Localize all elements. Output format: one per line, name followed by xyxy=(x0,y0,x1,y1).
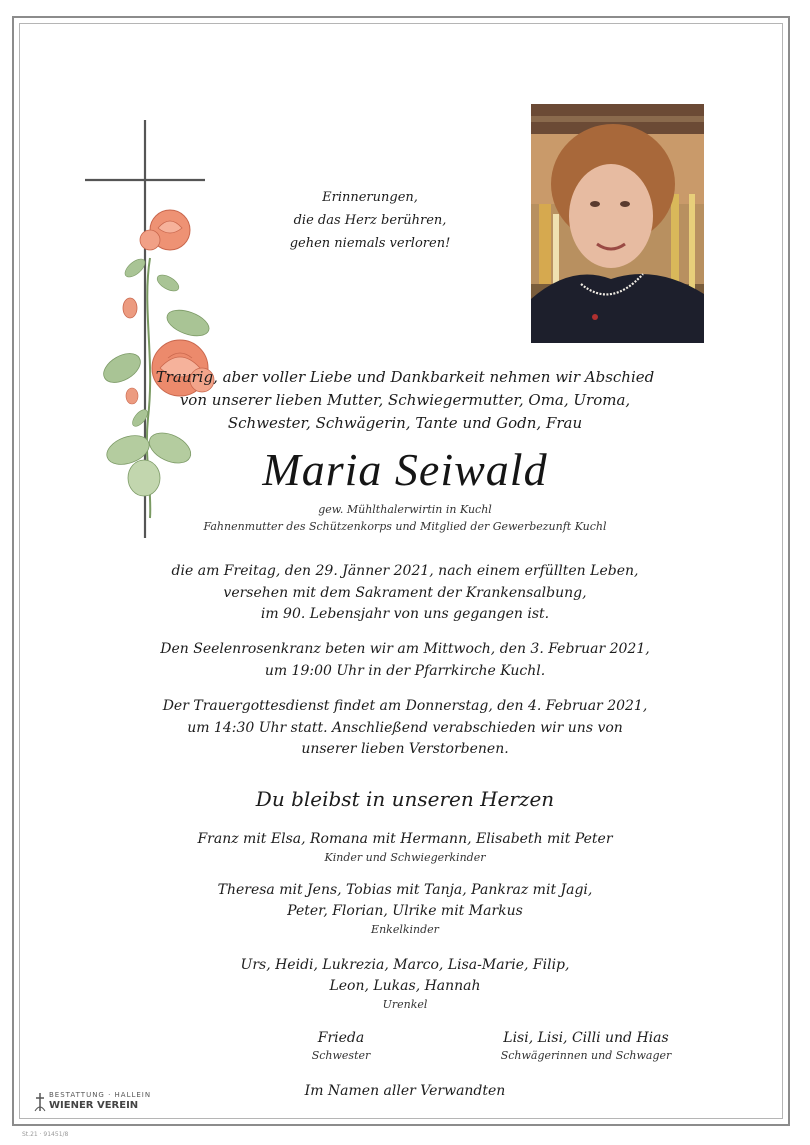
mourner-relation: Schwägerinnen und Schwager xyxy=(500,1049,672,1062)
mourner-group-great-grandchildren xyxy=(0,955,810,1013)
mourner-relation: Schwester xyxy=(311,1049,371,1062)
mourner-names: Theresa mit Jens, Tobias mit Tanja, Pankraz mit Jagi, xyxy=(217,882,593,898)
subtitle-line: Fahnenmutter des Schützenkorps und Mitglied der Gewerbezunft Kuchl xyxy=(203,520,607,533)
quote-line: gehen niemals verloren! xyxy=(289,236,451,251)
mourner-column-sister xyxy=(241,1029,441,1064)
quote-line: die das Herz berühren, xyxy=(293,213,447,228)
mourner-names: Peter, Florian, Ulrike mit Markus xyxy=(287,903,523,919)
mourner-column-in-laws xyxy=(486,1029,686,1064)
death-paragraph xyxy=(0,561,810,626)
intro-line: Schwester, Schwägerin, Tante und Godn, Frau xyxy=(227,414,583,432)
mourner-names: Urs, Heidi, Lukrezia, Marco, Lisa-Marie, Filip, xyxy=(240,957,570,973)
logo-tagline: BESTATTUNG · HALLEIN xyxy=(49,1091,152,1099)
quote-line: Erinnerungen, xyxy=(322,190,418,205)
mourner-relation: Urenkel xyxy=(382,998,428,1011)
deceased-name: Maria Seiwald xyxy=(262,444,548,495)
paragraph-line: unserer lieben Verstorbenen. xyxy=(301,741,509,757)
mourner-group-grandchildren xyxy=(0,880,810,938)
rosary-paragraph xyxy=(0,639,810,682)
logo-name: WIENER VEREIN xyxy=(49,1100,139,1111)
mourner-names: Franz mit Elsa, Romana mit Hermann, Elisabeth mit Peter xyxy=(197,831,613,847)
announcement-intro xyxy=(0,366,810,435)
mourner-group-children xyxy=(0,829,810,866)
paragraph-line: um 19:00 Uhr in der Pfarrkirche Kuchl. xyxy=(264,662,546,679)
paragraph-line: im 90. Lebensjahr von uns gegangen ist. xyxy=(260,606,550,622)
paragraph-line: die am Freitag, den 29. Jänner 2021, nach einem erfüllten Leben, xyxy=(171,563,639,579)
funeral-paragraph xyxy=(0,696,810,761)
logo-mark-icon xyxy=(34,1092,46,1112)
funeral-home-logo xyxy=(34,1091,174,1115)
mourner-names: Frieda xyxy=(317,1030,365,1046)
motto: Du bleibst in unseren Herzen xyxy=(255,787,555,811)
mourner-names: Lisi, Lisi, Cilli und Hias xyxy=(503,1030,669,1046)
scan-code: St.21 · 91451/8 xyxy=(22,1131,69,1138)
paragraph-line: versehen mit dem Sakrament der Krankensalbung, xyxy=(223,584,587,601)
mourner-names: Leon, Lukas, Hannah xyxy=(329,978,481,994)
mourner-relation: Kinder und Schwiegerkinder xyxy=(324,851,486,864)
deceased-subtitle xyxy=(0,501,810,535)
portrait-photo xyxy=(531,104,704,343)
paragraph-line: Den Seelenrosenkranz beten wir am Mittwoch, den 3. Februar 2021, xyxy=(160,641,650,657)
intro-line: Traurig, aber voller Liebe und Dankbarkeit nehmen wir Abschied xyxy=(155,368,655,386)
subtitle-line: gew. Mühlthalerwirtin in Kuchl xyxy=(318,503,492,516)
closing-line: Im Namen aller Verwandten xyxy=(304,1083,506,1099)
intro-line: von unserer lieben Mutter, Schwiegermutter, Oma, Uroma, xyxy=(179,391,631,409)
mourner-relation: Enkelkinder xyxy=(371,923,439,936)
memorial-quote xyxy=(255,186,485,255)
paragraph-line: Der Trauergottesdienst findet am Donnerstag, den 4. Februar 2021, xyxy=(162,698,648,714)
paragraph-line: um 14:30 Uhr statt. Anschließend verabschieden wir uns von xyxy=(187,719,623,736)
